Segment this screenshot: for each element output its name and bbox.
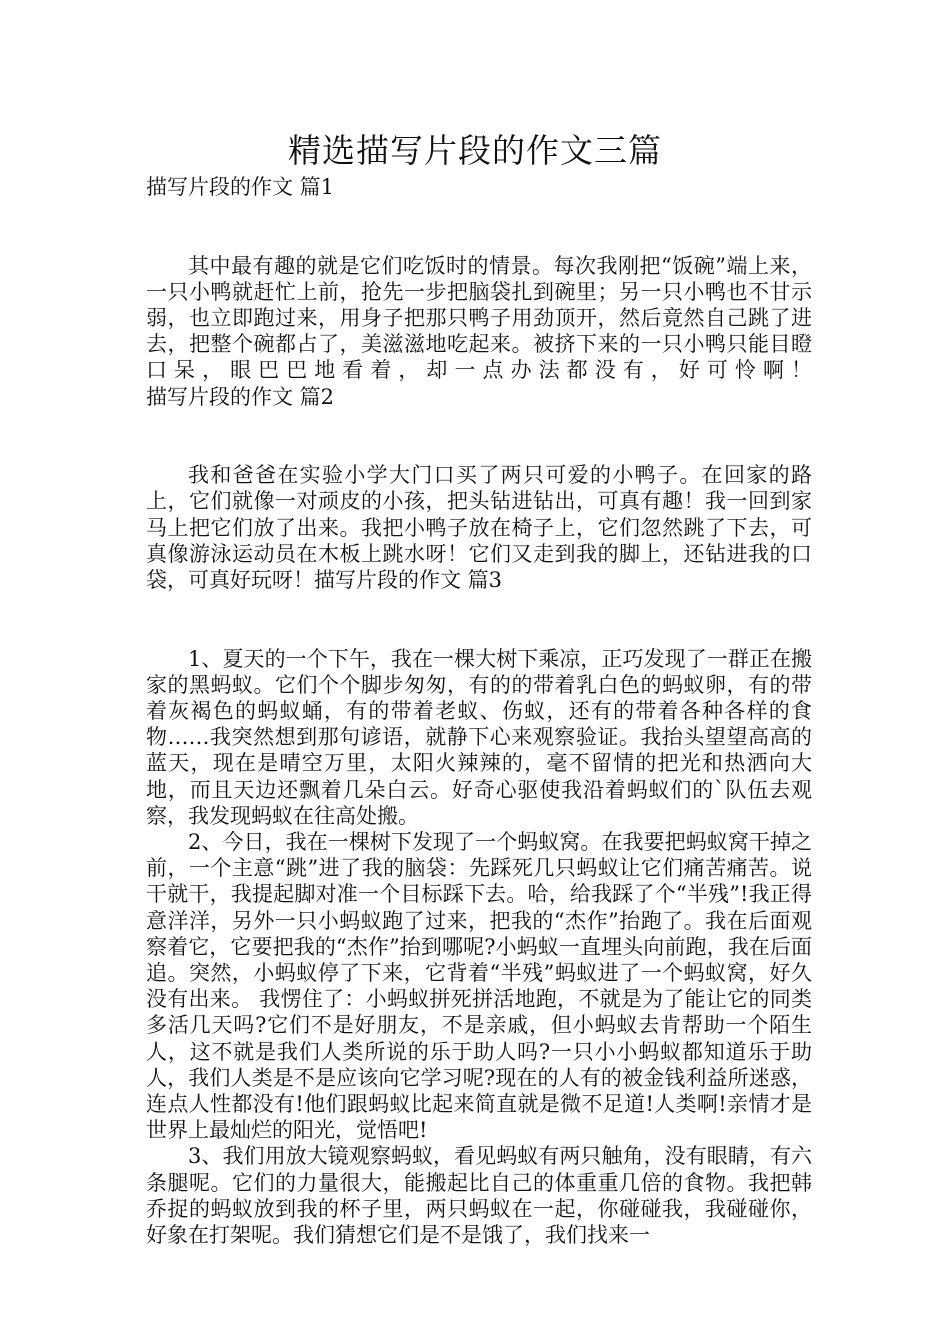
document-body [146,174,812,1248]
section-3-paragraph-1: 1、夏天的一个下午，我在一棵大树下乘凉，正巧发现了一群正在搬家的黑蚂蚁。它们个个脚步匆匆，有的的带着乳白色的蚂蚁卵，有的带着灰褐色的蚂蚁蛹，有的带着老蚁、伤蚁，还有的带着各种各样的食物……我突然想到那句谚语，就静下心来观察验证。我抬头望望高高的蓝天，现在是晴空万里，太阳火辣辣的，毫不留情的把光和热洒向大地，而且天边还飘着几朵白云。好奇心驱使我沿着蚂蚁们的`队伍去观察，我发现蚂蚁在往高处搬。 [146,646,812,828]
blank-lines [146,410,812,462]
section-heading-2: 描写片段的作文 篇2 [146,384,335,409]
section-1-paragraph [146,253,812,410]
document-title: 精选描写片段的作文三篇 [288,131,662,170]
section-2-text: 我和爸爸在实验小学大门口买了两只可爱的小鸭子。在回家的路上，它们就像一对顽皮的小孩，把头钻进钻出，可真有趣！我一回到家马上把它们放了出来。我把小鸭子放在椅子上，它们忽然跳了下去，可真像游泳运动员在木板上跳水呀！它们又走到我的脚上，还钻进我的口袋，可真好玩呀！ [146,463,812,592]
blank-lines [146,200,812,252]
section-heading-3: 描写片段的作文 篇3 [314,568,503,592]
section-2-paragraph [146,462,812,593]
section-heading-1: 描写片段的作文 篇1 [146,175,335,199]
section-3-paragraph-2: 2、今日，我在一棵树下发现了一个蚂蚁窝。在我要把蚂蚁窝干掉之前，一个主意“跳”进了我的脑袋：先踩死几只蚂蚁让它们痛苦痛苦。说干就干，我提起脚对准一个目标踩下去。哈，给我踩了个“半残”!我正得意洋洋，另外一只小蚂蚁跑了过来，把我的“杰作”抬跑了。我在后面观察着它，它要把我的“杰作”抬到哪呢?小蚂蚁一直埋头向前跑，我在后面追。突然，小蚂蚁停了下来，它背着“半残”蚂蚁进了一个蚂蚁窝，好久没有出来。 我愣住了：小蚂蚁拼死拼活地跑，不就是为了能让它的同类多活几天吗?它们不是好朋友，不是亲戚，但小蚂蚁去肯帮助一个陌生人，这不就是我们人类所说的乐于助人吗?一只小小蚂蚁都知道乐于助人，我们人类是不是应该向它学习呢?现在的人有的被金钱利益所迷惑，连点人性都没有!他们跟蚂蚁比起来简直就是微不足道!人类啊!亲情才是世界上最灿烂的阳光，觉悟吧! [146,830,812,1143]
section-1-text: 其中最有趣的就是它们吃饭时的情景。每次我刚把“饭碗”端上来，一只小鸭就赶忙上前，抢先一步把脑袋扎到碗里；另一只小鸭也不甘示弱，也立即跑过来，用身子把那只鸭子用劲顶开，然后竟然自己跳了进去，把整个碗都占了，美滋滋地吃起来。被挤下来的一只小鸭只能目瞪口呆，眼巴巴地看着，却一点办法都没有，好可怜啊！ [146,253,812,383]
blank-lines [146,593,812,645]
section-3-paragraph-3: 3、我们用放大镜观察蚂蚁，看见蚂蚁有两只触角，没有眼睛，有六条腿呢。它们的力量很大，能搬起比自己的体重重几倍的食物。我把韩乔捉的蚂蚁放到我的杯子里，两只蚂蚁在一起，你碰碰我，我碰碰你，好象在打架呢。我们猜想它们是不是饿了，我们找来一 [146,1144,812,1248]
